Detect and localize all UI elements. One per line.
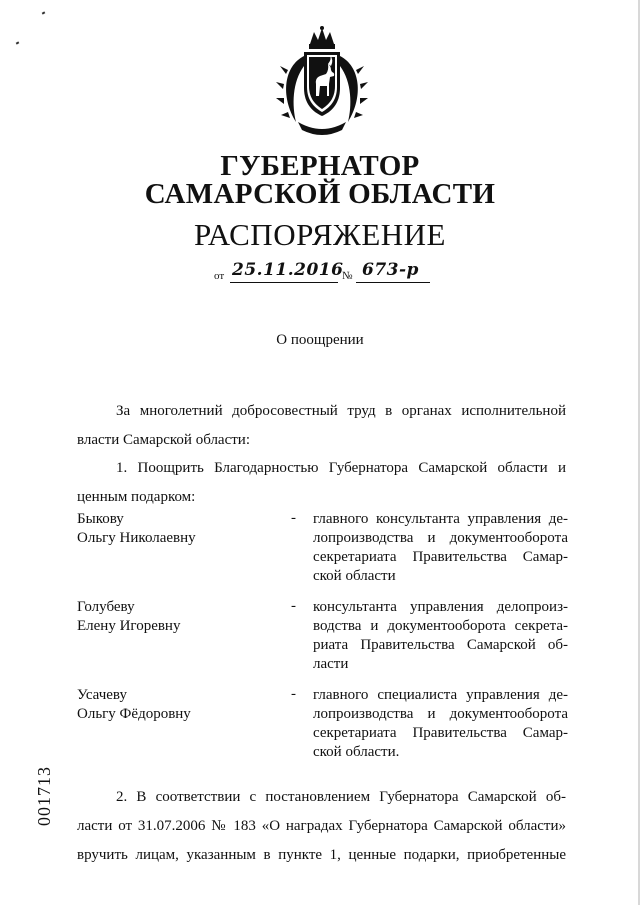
awardee-given-names: Елену Игоревну bbox=[77, 618, 181, 634]
item2-line3: вручить лицам, указанным в пункте 1, ценные подарки, приобретенные bbox=[77, 847, 566, 863]
awardee-surname: Быкову bbox=[77, 511, 124, 527]
awardee-dash: - bbox=[291, 510, 296, 526]
document-subject: О поощрении bbox=[276, 332, 364, 348]
awardee-surname: Голубеву bbox=[77, 599, 135, 615]
authority-title-line1: ГУБЕРНАТОР bbox=[220, 150, 420, 182]
intro-line1: За многолетний добросовестный труд в органах исполнительной bbox=[116, 403, 566, 419]
position-line: водства и документооборота секрета- bbox=[313, 618, 568, 634]
date-number-line bbox=[214, 260, 444, 284]
position-line: главного консультанта управления де- bbox=[313, 511, 568, 527]
awardee-dash: - bbox=[291, 598, 296, 614]
position-line: лопроизводства и документооборота bbox=[313, 706, 568, 722]
from-label: от bbox=[214, 270, 225, 282]
position-line: главного специалиста управления де- bbox=[313, 687, 568, 703]
number-underline bbox=[356, 282, 430, 283]
document-type: РАСПОРЯЖЕНИЕ bbox=[194, 217, 446, 252]
number-label: № bbox=[342, 270, 353, 282]
position-line: ласти bbox=[313, 656, 349, 672]
scan-speck bbox=[42, 11, 46, 14]
position-line: риата Правительства Самарской об- bbox=[313, 637, 568, 653]
position-line: лопроизводства и документооборота bbox=[313, 530, 568, 546]
position-line: секретариата Правительства Самар- bbox=[313, 725, 568, 741]
item2-line2: ласти от 31.07.2006 № 183 «О наградах Губернатора Самарской области» bbox=[77, 818, 566, 834]
awardee-name bbox=[77, 686, 277, 724]
position-line: секретариата Правительства Самар- bbox=[313, 549, 568, 565]
samara-coat-of-arms-icon bbox=[274, 26, 370, 138]
registration-number: 001713 bbox=[34, 766, 54, 826]
document-date: 25.11.2016 bbox=[232, 260, 344, 280]
awardee-position bbox=[313, 686, 568, 762]
position-line: ской области. bbox=[313, 744, 400, 760]
awardee-position bbox=[313, 510, 568, 586]
document-number: 673-р bbox=[362, 260, 419, 280]
position-line: консультанта управления делопроиз- bbox=[313, 599, 568, 615]
awardee-given-names: Ольгу Фёдоровну bbox=[77, 706, 191, 722]
authority-title-line2: САМАРСКОЙ ОБЛАСТИ bbox=[144, 178, 496, 210]
intro-line2: власти Самарской области: bbox=[77, 432, 250, 448]
item2-line1: 2. В соответствии с постановлением Губернатора Самарской об- bbox=[116, 789, 566, 805]
scan-speck bbox=[16, 41, 20, 44]
awardee-dash: - bbox=[291, 686, 296, 702]
awardee-surname: Усачеву bbox=[77, 687, 127, 703]
awardee-position bbox=[313, 598, 568, 674]
position-line: ской области bbox=[313, 568, 396, 584]
item1-line1: 1. Поощрить Благодарностью Губернатора Самарской области и bbox=[116, 460, 566, 476]
date-underline bbox=[230, 282, 338, 283]
awardee-name bbox=[77, 510, 277, 548]
awardee-name bbox=[77, 598, 277, 636]
item1-line2: ценным подарком: bbox=[77, 489, 196, 505]
awardee-given-names: Ольгу Николаевну bbox=[77, 530, 196, 546]
